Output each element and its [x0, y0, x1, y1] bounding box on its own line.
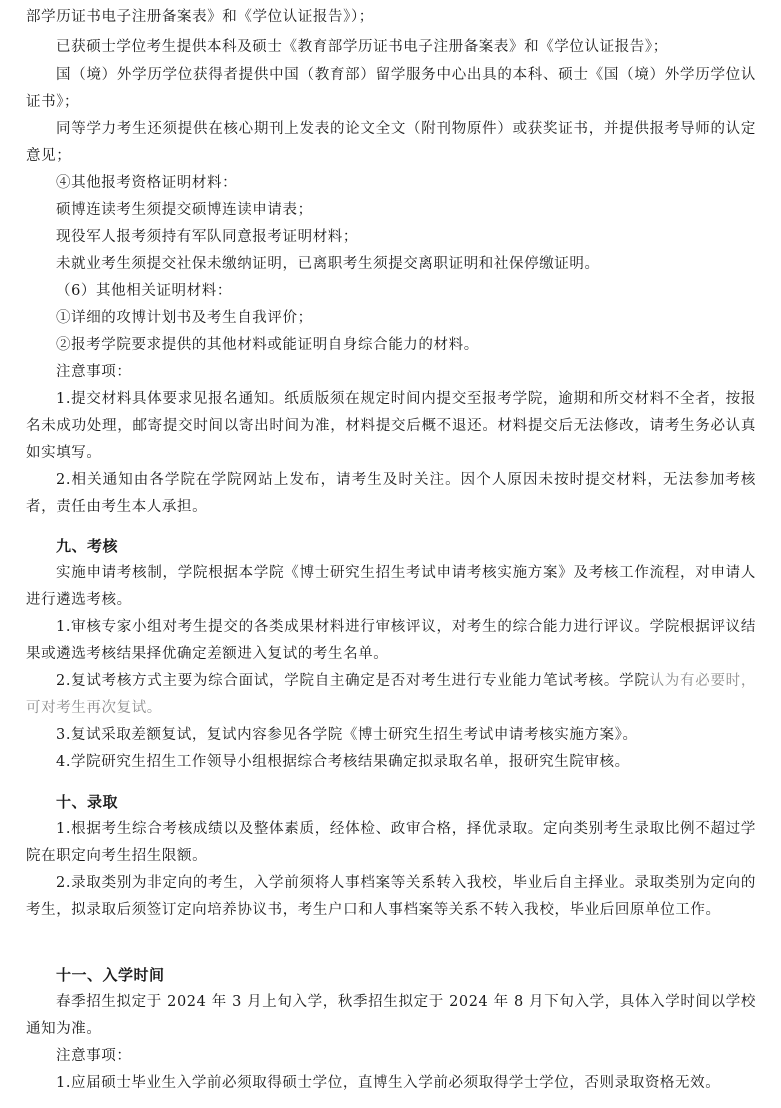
paragraph: 硕博连读考生须提交硕博连读申请表； — [56, 202, 313, 218]
paragraph: 3.复试采取差额复试，复试内容参见各学院《博士研究生招生考试申请考核实施方案》。 — [56, 727, 638, 743]
paragraph: 注意事项： — [56, 1048, 132, 1064]
paragraph: 1.提交材料具体要求见报名通知。纸质版须在规定时间内提交至报考学院，逾期和所交材料不全者，按报名未成功处理，邮寄提交时间以寄出时间为准，材料提交后概不退还。材料提交后无法修改，请考生务必认真如实填写。 — [26, 391, 756, 461]
paragraph: 实施申请考核制，学院根据本学院《博士研究生招生考试申请考核实施方案》及考核工作流程，对申请人进行遴选考核。 — [26, 565, 756, 608]
paragraph: 部学历证书电子注册备案表》和《学位认证报告》）； — [26, 9, 374, 25]
paragraph: 4.学院研究生招生工作领导小组根据综合考核结果确定拟录取名单，报研究生院审核。 — [56, 754, 630, 770]
paragraph: 1.根据考生综合考核成绩以及整体素质，经体检、政审合格，择优录取。定向类别考生录取比例不超过学院在职定向考生招生限额。 — [26, 821, 756, 864]
paragraph: ②报考学院要求提供的其他材料或能证明自身综合能力的材料。 — [56, 337, 479, 353]
paragraph: 春季招生拟定于 2024 年 3 月上旬入学，秋季招生拟定于 2024 年 8 月下旬入学，具体入学时间以学校通知为准。 — [26, 994, 756, 1037]
paragraph: 2.相关通知由各学院在学院网站上发布，请考生及时关注。因个人原因未按时提交材料，无法参加考核者，责任由考生本人承担。 — [26, 472, 756, 515]
paragraph: 1.应届硕士毕业生入学前必须取得硕士学位，直博生入学前必须取得学士学位，否则录取资格无效。 — [56, 1075, 721, 1091]
paragraph: （6）其他相关证明材料： — [56, 283, 232, 299]
paragraph-text: 2.复试考核方式主要为综合面试，学院自主确定是否对考生进行专业能力笔试考核。学院 — [56, 673, 650, 689]
section-heading-assessment: 九、考核 — [56, 537, 119, 555]
paragraph: 2.录取类别为非定向的考生，入学前须将人事档案等关系转入我校，毕业后自主择业。录取类别为定向的考生，拟录取后须签订定向培养协议书，考生户口和人事档案等关系不转入我校，毕业后回原单位工作。 — [26, 875, 756, 918]
paragraph: 现役军人报考须持有军队同意报考证明材料； — [56, 229, 358, 245]
paragraph: 同等学力考生还须提供在核心期刊上发表的论文全文（附刊物原件）或获奖证书，并提供报考导师的认定意见； — [26, 121, 756, 164]
paragraph-text-faded: 认为有必要时，可对考生再次复试。 — [26, 673, 756, 716]
paragraph: 注意事项： — [56, 364, 132, 380]
paragraph: 国（境）外学历学位获得者提供中国（教育部）留学服务中心出具的本科、硕士《国（境）外学历学位认证书》； — [26, 67, 756, 110]
section-heading-enrollment-time: 十一、入学时间 — [56, 966, 165, 984]
paragraph: 1.审核专家小组对考生提交的各类成果材料进行审核评议，对考生的综合能力进行评议。学院根据评议结果或遴选考核结果择优确定差额进入复试的考生名单。 — [26, 619, 756, 662]
paragraph: 已获硕士学位考生提供本科及硕士《教育部学历证书电子注册备案表》和《学位认证报告》； — [56, 39, 668, 55]
paragraph: ①详细的攻博计划书及考生自我评价； — [56, 310, 313, 326]
paragraph — [26, 668, 756, 722]
section-heading-admission: 十、录取 — [56, 793, 119, 811]
paragraph: 未就业考生须提交社保未缴纳证明，已离职考生须提交离职证明和社保停缴证明。 — [56, 256, 600, 272]
paragraph: ④其他报考资格证明材料： — [56, 175, 238, 191]
